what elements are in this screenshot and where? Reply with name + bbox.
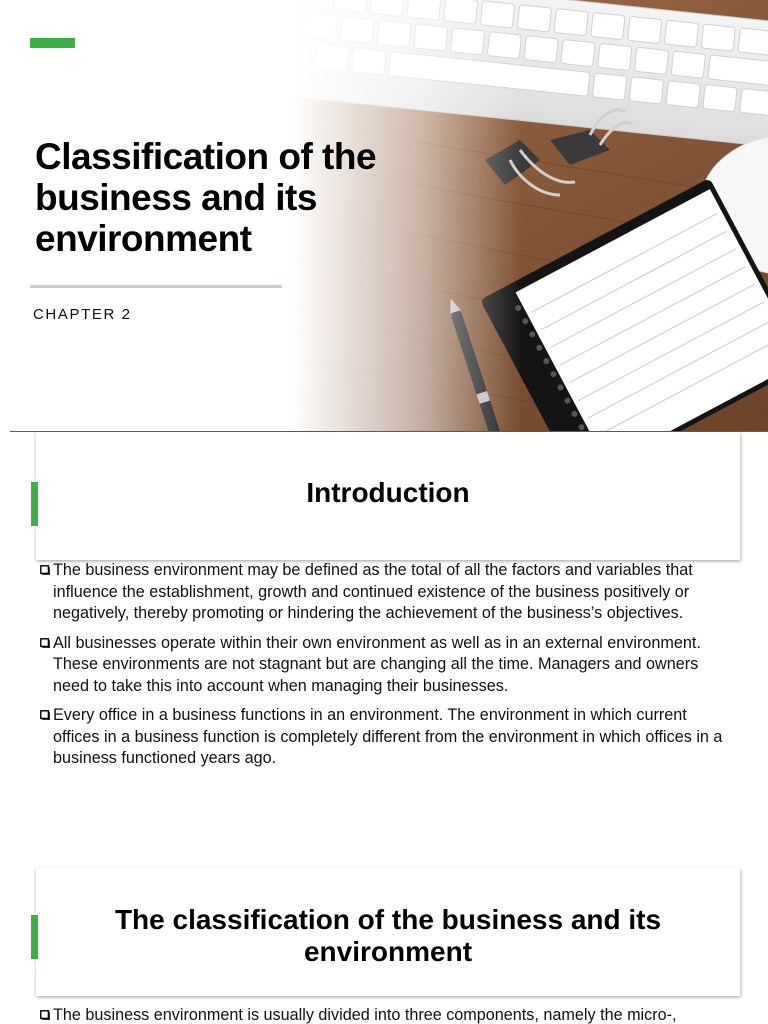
section-card-introduction (36, 432, 740, 560)
bullet-item (40, 1005, 730, 1024)
bullet-item (40, 560, 730, 625)
hollow-square-bullet-icon (40, 1010, 50, 1020)
section-card-classification (36, 868, 740, 996)
slide-title: Classification of the business and its environment (35, 136, 377, 259)
bullet-list (40, 560, 730, 778)
bullet-item (40, 633, 730, 698)
hollow-square-bullet-icon (40, 565, 50, 575)
hollow-square-bullet-icon (40, 710, 50, 720)
bullet-text: All businesses operate within their own environment as well as in an external environment. These environments are not stagnant but are changing all the time. Managers and owners need to take this into account when managing their businesses. (53, 633, 701, 695)
bullet-item (40, 705, 730, 770)
section-heading: The classification of the business and its environment (114, 904, 662, 967)
title-slide (0, 0, 768, 432)
bullet-text: The business environment may be defined as the total of all the factors and variables that influence the establishment, growth and continued existence of the business positively or negatively, thereby promoting or hindering the achievement of the business’s objectives. (53, 561, 693, 622)
title-divider (30, 285, 282, 288)
accent-tick (31, 915, 38, 959)
accent-bar (30, 38, 75, 48)
accent-tick (31, 482, 38, 526)
bullet-list (40, 1005, 730, 1024)
section-heading: Introduction (306, 477, 470, 508)
bullet-text: The business environment is usually divided into three components, namely the micro-, (53, 1006, 677, 1024)
hollow-square-bullet-icon (40, 638, 50, 648)
bullet-text: Every office in a business functions in an environment. The environment in which current offices in a business function is completely different from the environment in which offices in a business functioned years ago. (53, 706, 723, 767)
chapter-subtitle: CHAPTER 2 (33, 306, 132, 323)
